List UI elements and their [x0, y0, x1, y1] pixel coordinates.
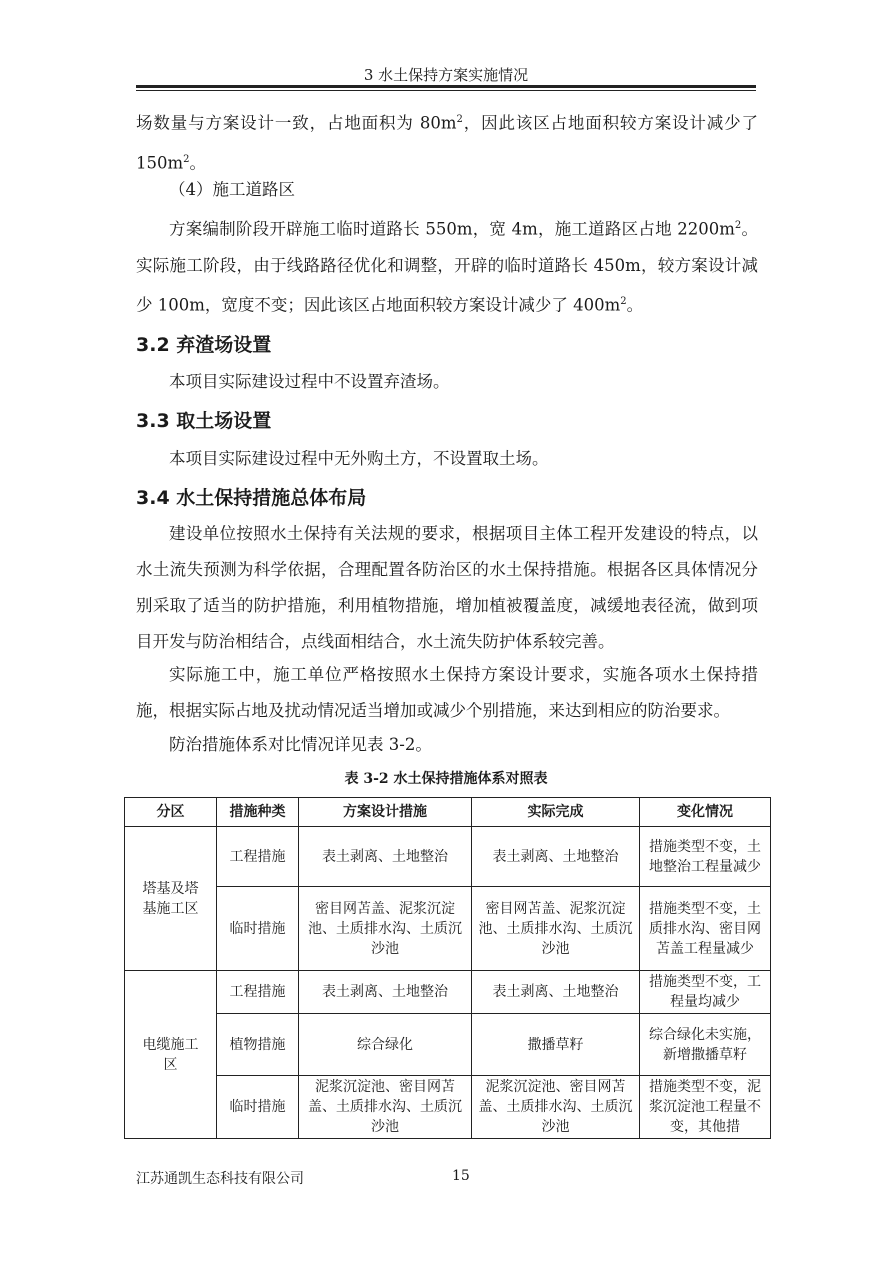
section-heading-3-3: 3.3 取土场设置: [136, 410, 272, 432]
change-cell: 措施类型不变，工程量均减少: [640, 971, 771, 1014]
header-rule-thick: [136, 85, 756, 88]
table-row: [125, 1076, 771, 1139]
paragraph-3-4-3: 防治措施体系对比情况详见表 3-2。: [169, 735, 432, 754]
plan-cell: 表土剥离、土地整治: [299, 971, 472, 1014]
table-row: [125, 827, 771, 887]
table-caption: 表 3-2 水土保持措施体系对照表: [344, 771, 548, 787]
zone-cell: 塔基及塔基施工区: [125, 827, 217, 971]
plan-cell: 泥浆沉淀池、密目网苫盖、土质排水沟、土质沉沙池: [299, 1076, 472, 1139]
table-header-cell: 变化情况: [640, 798, 771, 827]
paragraph-3-3: 本项目实际建设过程中无外购土方，不设置取土场。: [169, 449, 549, 468]
paragraph-3-4-2: 实际施工中，施工单位严格按照水土保持方案设计要求，实施各项水土保持措施，根据实际占地及扰动情况适当增加或减少个别措施，来达到相应的防治要求。: [136, 665, 758, 720]
actual-cell: 表土剥离、土地整治: [472, 827, 640, 887]
page-number: 15: [452, 1168, 470, 1184]
paragraph-3-4-1: 建设单位按照水土保持有关法规的要求，根据项目主体工程开发建设的特点，以水土流失预测为科学依据，合理配置各防治区的水土保持措施。根据各区具体情况分别采取了适当的防护措施，利用植物措施，增加植被覆盖度，减缓地表径流，做到项目开发与防治相结合，点线面相结合，水土流失防护体系较完善。: [136, 524, 758, 651]
change-cell: 措施类型不变，土地整治工程量减少: [640, 827, 771, 887]
section-heading-3-4: 3.4 水土保持措施总体布局: [136, 487, 367, 509]
table-header-cell: 实际完成: [472, 798, 640, 827]
change-cell: 综合绿化未实施，新增撒播草籽: [640, 1014, 771, 1076]
section-heading-3-2: 3.2 弃渣场设置: [136, 334, 272, 356]
measure-type-cell: 临时措施: [217, 1076, 299, 1139]
footer-company: 江苏通凯生态科技有限公司: [136, 1171, 304, 1187]
actual-cell: 表土剥离、土地整治: [472, 971, 640, 1014]
change-cell: 措施类型不变，泥浆沉淀池工程量不变，其他措: [640, 1076, 771, 1139]
paragraph-3-2: 本项目实际建设过程中不设置弃渣场。: [169, 372, 450, 391]
running-header: 3 水土保持方案实施情况: [363, 66, 529, 84]
measures-comparison-table: [124, 797, 771, 1139]
change-cell: 措施类型不变，土质排水沟、密目网苫盖工程量减少: [640, 887, 771, 971]
plan-cell: 表土剥离、土地整治: [299, 827, 472, 887]
measure-type-cell: 工程措施: [217, 971, 299, 1014]
actual-cell: 撒播草籽: [472, 1014, 640, 1076]
paragraph-3-1-continued: 场数量与方案设计一致，占地面积为 $80m^2$，因此该区占地面积较方案设计减少了 $150m^2$。: [136, 113, 759, 172]
plan-cell: 综合绿化: [299, 1014, 472, 1076]
header-rule-thin: [136, 90, 756, 91]
table-header-row: [125, 798, 771, 827]
actual-cell: 密目网苫盖、泥浆沉淀池、土质排水沟、土质沉沙池: [472, 887, 640, 971]
table-header-cell: 措施种类: [217, 798, 299, 827]
paragraph-construction-road: 方案编制阶段开辟施工临时道路长 550m，宽 4m，施工道路区占地 $2200m^2$。实际施工阶段，由于线路路径优化和调整，开辟的临时道路长 450m，较方案设计减少 100m，宽度不变；因此该区占地面积较方案设计减少了 $400m^2$。: [136, 219, 759, 314]
subsection-heading-construction-road: （4）施工道路区: [169, 180, 295, 199]
measure-type-cell: 工程措施: [217, 827, 299, 887]
measure-type-cell: 植物措施: [217, 1014, 299, 1076]
measure-type-cell: 临时措施: [217, 887, 299, 971]
table-row: [125, 887, 771, 971]
table-row: [125, 1014, 771, 1076]
zone-cell: 电缆施工区: [125, 971, 217, 1139]
actual-cell: 泥浆沉淀池、密目网苫盖、土质排水沟、土质沉沙池: [472, 1076, 640, 1139]
table-row: [125, 971, 771, 1014]
table-header-cell: 分区: [125, 798, 217, 827]
plan-cell: 密目网苫盖、泥浆沉淀池、土质排水沟、土质沉沙池: [299, 887, 472, 971]
table-header-cell: 方案设计措施: [299, 798, 472, 827]
